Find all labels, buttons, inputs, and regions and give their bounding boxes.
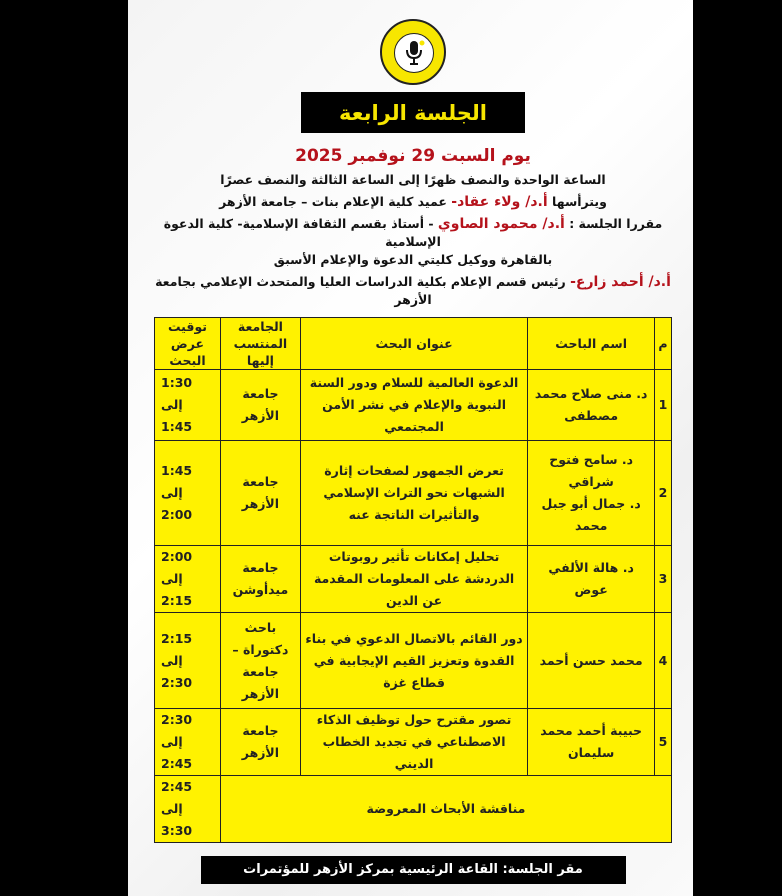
paper-title: الدعوة العالمية للسلام ودور السنة النبوية والإعلام في نشر الأمن المجتمعي bbox=[300, 370, 527, 441]
university: جامعة الأزهر bbox=[220, 709, 300, 776]
researcher-name: حبيبة أحمد محمد سليمان bbox=[528, 709, 655, 776]
session-title bbox=[301, 92, 525, 133]
time-to: 2:15 bbox=[161, 593, 193, 608]
university: جامعة الأزهر bbox=[220, 370, 300, 441]
university: جامعة ميدأوشن bbox=[220, 546, 300, 613]
row-num: 2 bbox=[655, 441, 672, 546]
header-time: توقيت عرض البحث bbox=[155, 318, 221, 370]
session-rapporteur-1 bbox=[137, 215, 689, 251]
table-row bbox=[155, 370, 672, 441]
rapporteur-1-name: أ.د/ محمود الصاوي bbox=[437, 216, 565, 232]
time-from: 1:45 إلى bbox=[161, 463, 193, 500]
row-num: 1 bbox=[655, 370, 672, 441]
rapporteur-2-role: رئيس قسم الإعلام بكلية الدراسات العليا والمتحدث الإعلامي بجامعة الأزهر bbox=[155, 274, 566, 307]
row-num: 5 bbox=[655, 709, 672, 776]
rapporteur-1-role: - أستاذ بقسم الثقافة الإسلامية- كلية الدعوة الإسلامية bbox=[163, 216, 441, 249]
header-name: اسم الباحث bbox=[528, 318, 655, 370]
document-content bbox=[137, 0, 689, 896]
time-from: 1:30 إلى bbox=[161, 375, 193, 412]
chair-prefix: ويترأسها bbox=[552, 194, 607, 209]
time-to: 3:30 bbox=[161, 823, 193, 838]
researcher-name: د. منى صلاح محمد مصطفى bbox=[528, 370, 655, 441]
presentation-time bbox=[155, 441, 221, 546]
session-venue bbox=[201, 856, 626, 884]
session-venue-text: مقر الجلسة: القاعة الرئيسية بمركز الأزهر للمؤتمرات bbox=[243, 862, 583, 877]
researcher-name bbox=[528, 441, 655, 546]
session-rapporteur-2 bbox=[137, 273, 689, 309]
rapporteur-2-name: أ.د/ أحمد زارع- bbox=[570, 274, 671, 290]
rapporteur-prefix: مقررا الجلسة : bbox=[569, 216, 663, 231]
chair-name: أ.د/ ولاء عقاد- bbox=[451, 194, 548, 210]
table-row bbox=[155, 441, 672, 546]
presentation-time bbox=[155, 370, 221, 441]
discussion-time bbox=[155, 776, 221, 843]
researcher-name-1: د. سامح فتوح شراقي bbox=[549, 452, 634, 489]
researcher-name: محمد حسن أحمد bbox=[528, 613, 655, 709]
session-time-range: الساعة الواحدة والنصف ظهرًا إلى الساعة الثالثة والنصف عصرًا bbox=[220, 172, 606, 187]
session-date: يوم السبت 29 نوفمبر 2025 bbox=[295, 146, 531, 166]
conference-logo bbox=[380, 19, 446, 85]
time-from: 2:30 إلى bbox=[161, 712, 193, 749]
university: جامعة الأزهر bbox=[220, 441, 300, 546]
session-chair bbox=[137, 193, 689, 211]
time-from: 2:00 إلى bbox=[161, 549, 193, 586]
researcher-name: د. هالة الألفي عوض bbox=[528, 546, 655, 613]
researcher-name-2: د. جمال أبو جبل محمد bbox=[541, 496, 641, 533]
table-row bbox=[155, 709, 672, 776]
time-from: 2:45 إلى bbox=[161, 779, 193, 816]
table-row bbox=[155, 546, 672, 613]
session-title-text: الجلسة الرابعة bbox=[338, 100, 488, 125]
presentation-time bbox=[155, 709, 221, 776]
discussion-row bbox=[155, 776, 672, 843]
row-num: 4 bbox=[655, 613, 672, 709]
table-row bbox=[155, 613, 672, 709]
paper-title: دور القائم بالاتصال الدعوي في بناء القدوة وتعزيز القيم الإيجابية في قطاع غزة bbox=[300, 613, 527, 709]
chair-role: عميد كلية الإعلام بنات – جامعة الأزهر bbox=[219, 194, 447, 209]
presentation-time bbox=[155, 613, 221, 709]
microphone-icon bbox=[402, 39, 426, 67]
paper-title: تحليل إمكانات تأثير روبوتات الدردشة على المعلومات المقدمة عن الدين bbox=[300, 546, 527, 613]
time-to: 1:45 bbox=[161, 419, 193, 434]
row-num: 3 bbox=[655, 546, 672, 613]
schedule-table bbox=[154, 317, 672, 843]
header-university: الجامعة المنتسب إليها bbox=[220, 318, 300, 370]
time-from: 2:15 إلى bbox=[161, 630, 193, 668]
discussion-label: مناقشة الأبحاث المعروضة bbox=[220, 776, 671, 843]
table-header-row bbox=[155, 318, 672, 370]
header-title: عنوان البحث bbox=[300, 318, 527, 370]
time-to: 2:45 bbox=[161, 756, 193, 771]
paper-title: تعرض الجمهور لصفحات إثارة الشبهات نحو التراث الإسلامي والتأثيرات الناتجة عنه bbox=[300, 441, 527, 546]
paper-title: تصور مقترح حول توظيف الذكاء الاصطناعي في تجديد الخطاب الديني bbox=[300, 709, 527, 776]
university: باحث دكتوراة – جامعة الأزهر bbox=[220, 613, 300, 709]
header-num: م bbox=[655, 318, 672, 370]
time-to: 2:00 bbox=[161, 507, 193, 522]
rapporteur-1-role-continued: بالقاهرة ووكيل كليتي الدعوة والإعلام الأسبق bbox=[273, 252, 553, 267]
time-to: 2:30 bbox=[161, 674, 193, 690]
presentation-time bbox=[155, 546, 221, 613]
